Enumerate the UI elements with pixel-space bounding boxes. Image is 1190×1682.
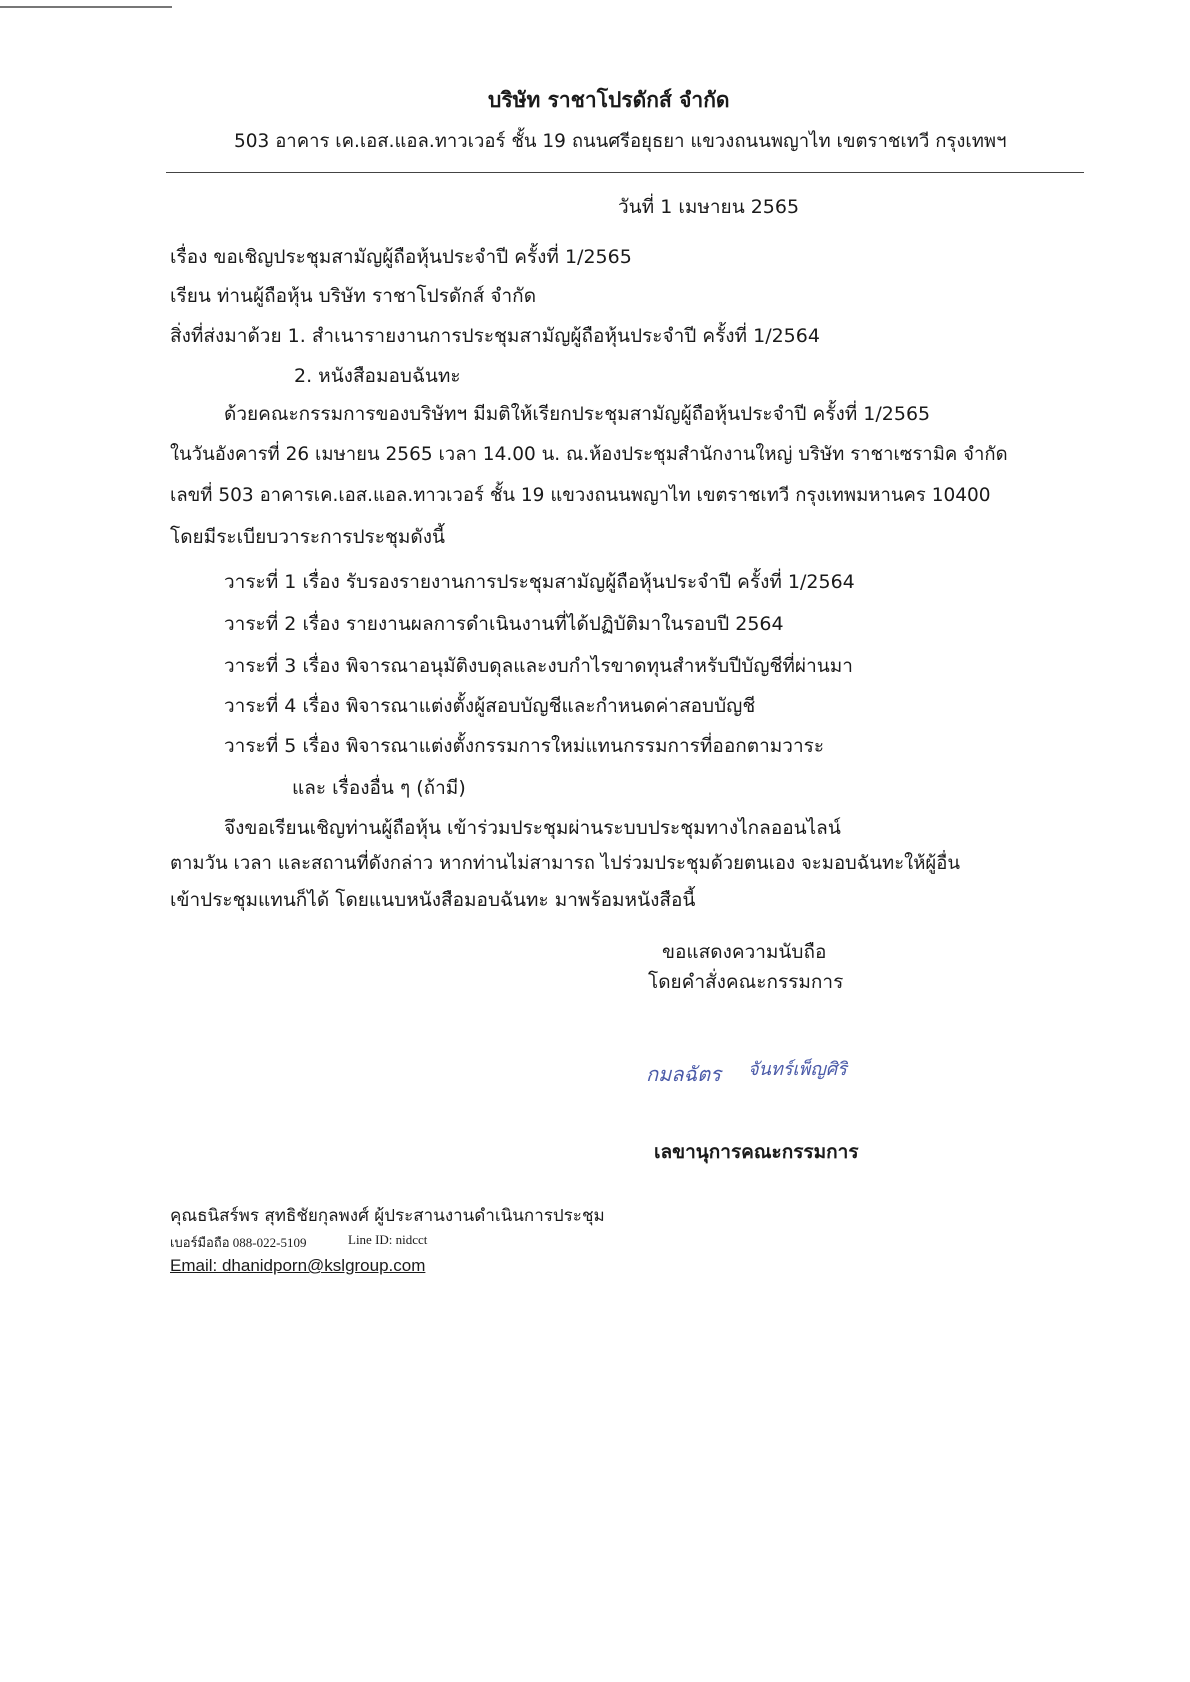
secretary-title: เลขานุการคณะกรรมการ xyxy=(654,1141,859,1163)
agenda-item-5: วาระที่ 5 เรื่อง พิจารณาแต่งตั้งกรรมการใหม่แทนกรรมการที่ออกตามวาระ xyxy=(224,735,825,757)
coordinator-phone: เบอร์มือถือ 088-022-5109 xyxy=(170,1235,307,1250)
enclosure-item-2: 2. หนังสือมอบฉันทะ xyxy=(294,365,461,387)
agenda-item-1: วาระที่ 1 เรื่อง รับรองรายงานการประชุมสามัญผู้ถือหุ้นประจำปี ครั้งที่ 1/2564 xyxy=(224,571,855,593)
body-line-1: ด้วยคณะกรรมการของบริษัทฯ มีมติให้เรียกประชุมสามัญผู้ถือหุ้นประจำปี ครั้งที่ 1/2565 xyxy=(224,403,931,425)
body-line-4: โดยมีระเบียบวาระการประชุมดังนี้ xyxy=(170,526,445,548)
closing-regards: ขอแสดงความนับถือ xyxy=(662,941,827,963)
agenda-item-4: วาระที่ 4 เรื่อง พิจารณาแต่งตั้งผู้สอบบัญชีและกำหนดค่าสอบบัญชี xyxy=(224,695,756,717)
company-address: 503 อาคาร เค.เอส.แอล.ทาวเวอร์ ชั้น 19 ถนนศรีอยุธยา แขวงถนนพญาไท เขตราชเทวี กรุงเทพฯ xyxy=(234,131,1007,152)
body-line-2: ในวันอังคารที่ 26 เมษายน 2565 เวลา 14.00 น. ณ.ห้องประชุมสำนักงานใหญ่ บริษัท ราชาเซรามิค จำกัด xyxy=(170,444,1008,465)
letter-recipient: เรียน ท่านผู้ถือหุ้น บริษัท ราชาโปรดักส์ จำกัด xyxy=(170,285,537,307)
letter-date: วันที่ 1 เมษายน 2565 xyxy=(618,196,800,218)
coordinator-line-id: Line ID: nidcct xyxy=(348,1232,428,1247)
coordinator-email: Email: dhanidporn@kslgroup.com xyxy=(170,1256,426,1275)
agenda-item-3: วาระที่ 3 เรื่อง พิจารณาอนุมัติงบดุลและงบกำไรขาดทุนสำหรับปีบัญชีที่ผ่านมา xyxy=(224,655,853,677)
closing-by-order: โดยคำสั่งคณะกรรมการ xyxy=(648,971,844,993)
invite-line-2: ตามวัน เวลา และสถานที่ดังกล่าว หากท่านไม่สามารถ ไปร่วมประชุมด้วยตนเอง จะมอบฉันทะให้ผู้อื่น xyxy=(170,853,960,874)
body-line-3: เลขที่ 503 อาคารเค.เอส.แอล.ทาวเวอร์ ชั้น 19 แขวงถนนพญาไท เขตราชเทวี กรุงเทพมหานคร 10400 xyxy=(170,485,991,506)
agenda-other: และ เรื่องอื่น ๆ (ถ้ามี) xyxy=(292,777,466,799)
signature-second: จันทร์เพ็ญศิริ xyxy=(748,1059,847,1080)
company-name: บริษัท ราชาโปรดักส์ จำกัด xyxy=(488,88,730,112)
invite-line-1: จึงขอเรียนเชิญท่านผู้ถือหุ้น เข้าร่วมประชุมผ่านระบบประชุมทางไกลออนไลน์ xyxy=(224,817,841,839)
invite-line-3: เข้าประชุมแทนก็ได้ โดยแนบหนังสือมอบฉันทะ มาพร้อมหนังสือนี้ xyxy=(170,889,696,911)
coordinator-name: คุณธนิสร์พร สุทธิชัยกุลพงศ์ ผู้ประสานงานดำเนินการประชุม xyxy=(170,1206,605,1226)
signature-first: กมลฉัตร xyxy=(646,1062,721,1086)
header-divider xyxy=(166,172,1084,173)
agenda-item-2: วาระที่ 2 เรื่อง รายงานผลการดำเนินงานที่ได้ปฏิบัติมาในรอบปี 2564 xyxy=(224,613,784,635)
letter-subject: เรื่อง ขอเชิญประชุมสามัญผู้ถือหุ้นประจำปี ครั้งที่ 1/2565 xyxy=(170,246,632,268)
scan-edge-mark xyxy=(0,6,172,8)
enclosure-item-1: สิ่งที่ส่งมาด้วย 1. สำเนารายงานการประชุมสามัญผู้ถือหุ้นประจำปี ครั้งที่ 1/2564 xyxy=(170,325,820,347)
